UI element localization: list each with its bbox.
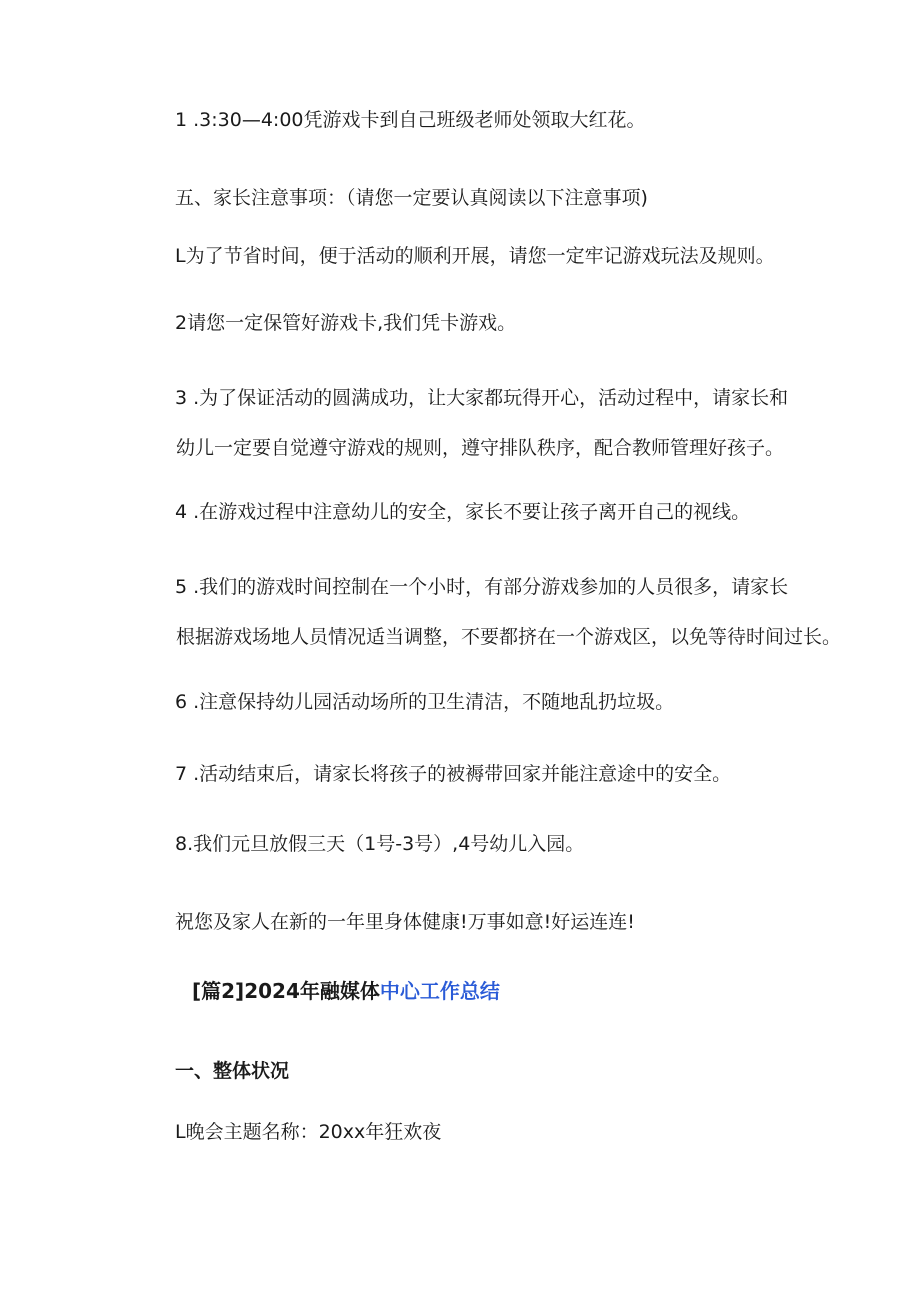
note-item-3-line-2: 幼儿一定要自觉遵守游戏的规则，遵守排队秩序，配合教师管理好孩子。	[176, 437, 785, 459]
article-heading-blue: 中心工作总结	[379, 979, 500, 1003]
note-item-4: 4 .在游戏过程中注意幼儿的安全，家长不要让孩子离开自己的视线。	[175, 501, 751, 523]
note-item-5-line-1: 5 .我们的游戏时间控制在一个小时，有部分游戏参加的人员很多，请家长	[175, 576, 789, 598]
overall-item-1: L晚会主题名称：20xx年狂欢夜	[175, 1121, 442, 1143]
article-heading	[192, 978, 500, 1004]
article-heading-black: [篇2]2024年融媒体	[192, 979, 380, 1003]
note-item-8: 8.我们元旦放假三天（1号-3号）,4号幼儿入园。	[175, 833, 585, 855]
section-heading-parent-notes: 五、家长注意事项：（请您一定要认真阅读以下注意事项)	[175, 187, 648, 209]
note-item-2: 2请您一定保管好游戏卡,我们凭卡游戏。	[175, 312, 517, 334]
note-item-1: L为了节省时间，便于活动的顺利开展，请您一定牢记游戏玩法及规则。	[175, 245, 775, 267]
note-item-5-line-2: 根据游戏场地人员情况适当调整，不要都挤在一个游戏区，以免等待时间过长。	[176, 626, 842, 648]
closing-wishes: 祝您及家人在新的一年里身体健康!万事如意!好运连连!	[175, 911, 635, 933]
note-item-7: 7 .活动结束后，请家长将孩子的被褥带回家并能注意途中的安全。	[175, 763, 732, 785]
note-item-6: 6 .注意保持幼儿园活动场所的卫生清洁，不随地乱扔垃圾。	[175, 691, 675, 713]
section-title-overall: 一、整体状况	[175, 1060, 290, 1082]
paragraph-item-1: 1 .3:30—4:00凭游戏卡到自己班级老师处领取大红花。	[175, 109, 646, 131]
note-item-3-line-1: 3 .为了保证活动的圆满成功，让大家都玩得开心，活动过程中，请家长和	[175, 387, 789, 409]
